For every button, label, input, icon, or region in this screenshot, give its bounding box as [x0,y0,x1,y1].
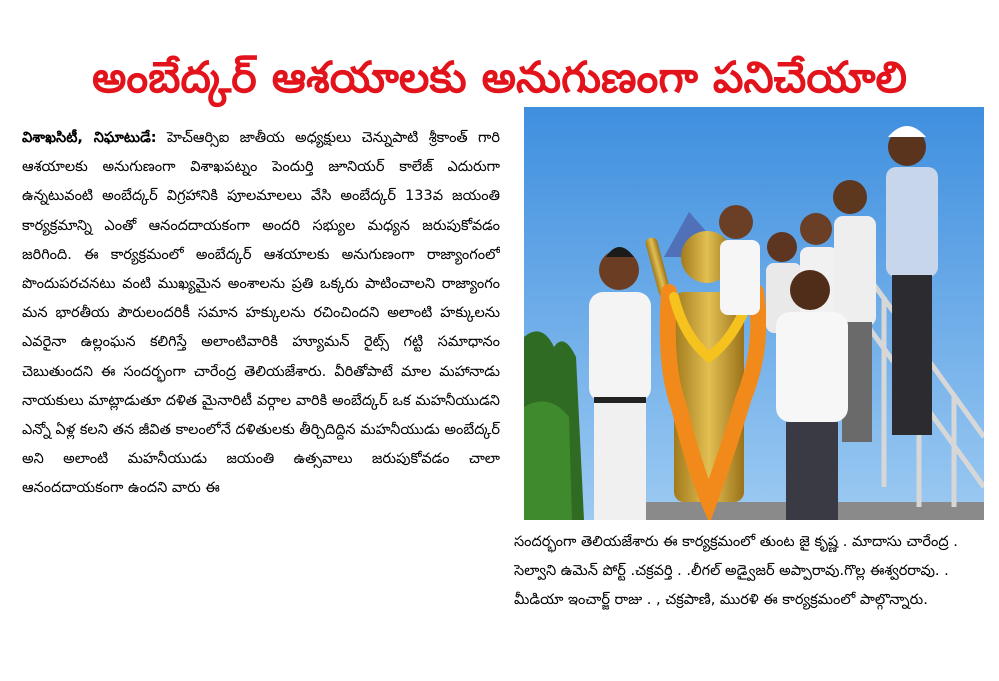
person-white-cap [886,126,938,435]
event-photo-illustration [524,107,984,520]
article-body-text: హెచ్ఆర్సిఐ జాతీయ అధ్యక్షులు చెన్నుపాటి శ్రీకాంత్ గారి ఆశయాలకు అనుగుణంగా విశాఖపట్నం పెందుర్తి జూనియర్ కాలేజ్ ఎదురుగా ఉన్నటువంటి అంబేద్కర్ విగ్రహానికి పూలమాలలు వేసి అంబేద్కర్ 133వ జయంతి కార్యక్రమాన్ని ఎంతో ఆనందదాయకంగా అందరి సభ్యుల మధ్యన జరుపుకోవడం జరిగింది. ఈ కార్యక్రమంలో అంబేద్కర్ ఆశయాలకు అనుగుణంగా రాజ్యాంగంలో పొందుపరచనటు వంటి ముఖ్యమైన అంశాలను ప్రతి ఒక్కరు పాటించాలని రాజ్యాంగం మన భారతీయ పౌరులందరికీ సమాన హక్కులను రచించిందని అలాంటి హక్కులను ఎవరైనా ఉల్లంఘన కలిగిస్తే అలాంటివారికి హ్యూమన్ రైట్స్ గట్టి సమాధానం చెబుతుందని ఈ సందర్భంగా చారేంద్ర తెలియజేశారు. వీరితోపాటే మాల మహానాడు నాయకులు మాట్లాడుతూ దళిత మైనారిటీ వర్గాల వారికి అంబేద్కర్ ఒక మహనీయుడని ఎన్నో ఏళ్ల కలని తన జీవిత కాలంలోనే దళితులకు తీర్చిదిద్దిన మహనీయుడు అంబేద్కర్ అని అలాంటి మహనీయుడు జయంతి ఉత్సవాలు జరుపుకోవడం చాలా ఆనందదాయకంగా ఉందని వారు ఈ [22,130,500,497]
article-dateline: విశాఖసిటీ, నిఘాటుడే: [22,130,157,146]
article-body [22,124,500,664]
article-headline: అంబేద్కర్ ఆశయాలకు అనుగుణంగా పనిచేయాలి [92,52,907,103]
event-photo [524,107,984,520]
photo-caption: సందర్భంగా తెలియజేశారు ఈ కార్యక్రమంలో తుంట జై కృష్ణ . మాదాసు చారేంద్ర . సెల్వాని ఉమెన్ పోర్ట్ .చక్రవర్తి . .లీగల్ అడ్వైజర్ అప్పారావు.గొల్ల ఈశ్వరరావు. . మీడియా ఇంచార్జ్ రాజు . , చక్రపాణి, మురళి ఈ కార్యక్రమంలో పాల్గొన్నారు. [514,534,958,608]
